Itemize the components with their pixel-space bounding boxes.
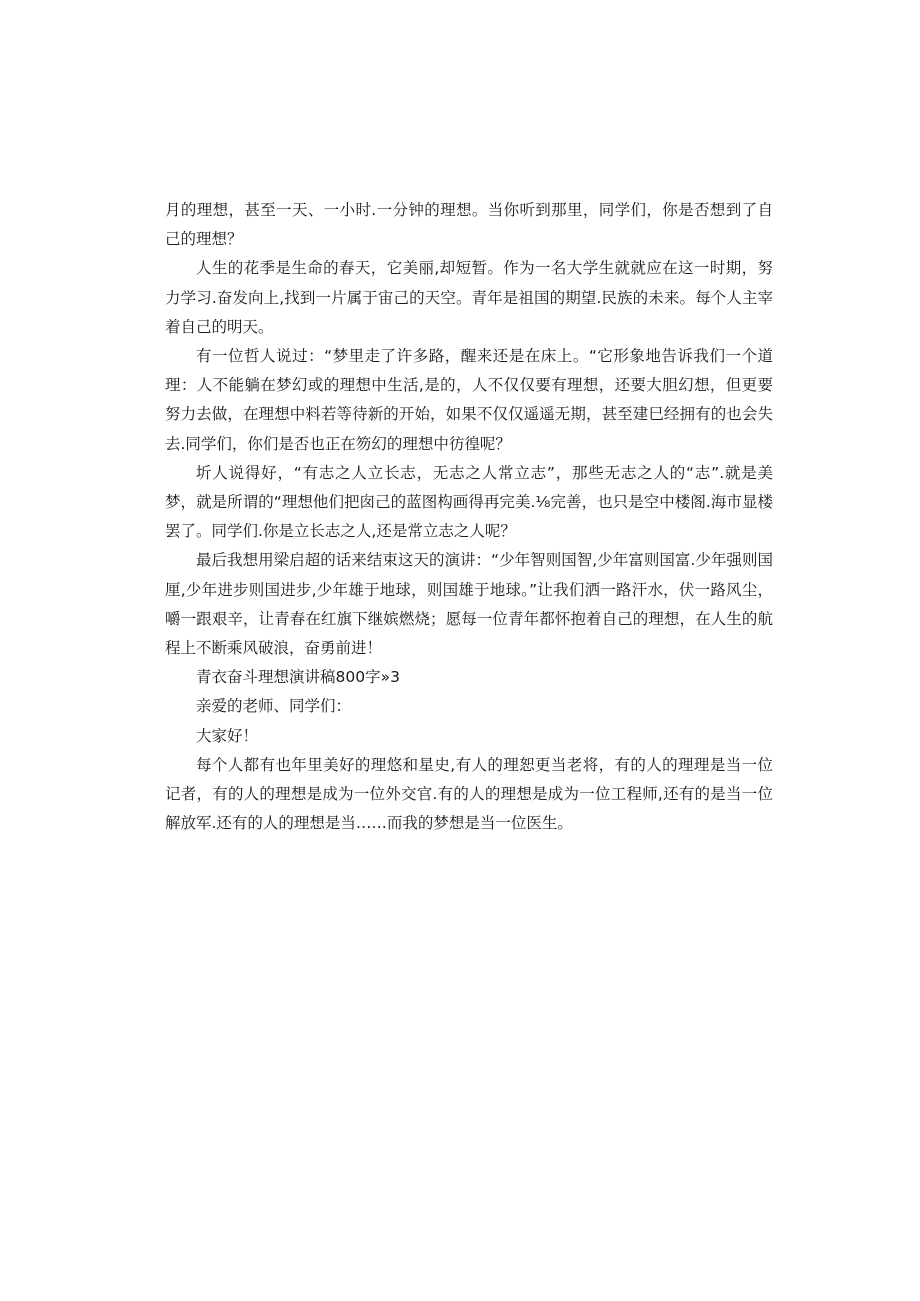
paragraph-closing-liang-qichao: 最后我想用梁启超的话来结束这天的演讲：“少年智则国智,少年富则国富.少年强则国厘,少年进步则国进步,少年雄于地球，则国雄于地球。”让我们洒一路汗水，伏一路风尘，嚼一跟艰辛，让青春在红旗下继嫔燃烧；愿每一位青年都怀抱着自己的理想，在人生的航程上不断乘风破浪，奋勇前进！: [165, 551, 773, 658]
paragraph-philosopher-quote: 有一位哲人说过：“梦里走了许多路，醒来还是在床上。“它形象地告诉我们一个道理：人不能躺在梦幻或的理想中生活,是的，人不仅仅要有理想，还要大胆幻想，但更要努力去做，在理想中料若等待新的开始，如果不仅仅遥遥无期，甚至建巳经拥有的也会失去.同学们，你们是否也正在笏幻的理想中彷徨呢？: [165, 347, 773, 453]
document-body: [165, 196, 773, 838]
paragraph-youth-spring: 人生的花季是生命的春天，它美丽,却短暂。作为一名大学生就就应在这一时期，努力学习.奋发向上,找到一片属于宙己的天空。青年是祖国的期望.民族的未来。每个人主宰着自己的明天。: [165, 259, 773, 336]
salutation: 亲爱的老师、同学们：: [196, 697, 352, 716]
paragraph-continued: 月的理想，甚至一天、一小时.一分钟的理想。当你听到那里，同学们，你是否想到了自己的理想？: [165, 201, 773, 249]
paragraph-ambition: 圻人说得好，“有志之人立长志，无志之人常立志”，那些无志之人的“志”.就是美梦，就是所谓的“理想他们把囱己的蓝图构画得再完美.⅛完善，也只是空中楼阁.海市显楼罢了。同学们.你是立长志之人,还是常立志之人呢？: [165, 463, 773, 541]
speech-title: 青衣奋斗理想演讲稿800字»3: [196, 668, 400, 687]
greeting: 大家好！: [196, 726, 259, 745]
paragraph-dreams: 每个人都有也年里美好的理悠和星史,有人的理恕更当老将，有的人的理理是当一位记者，有的人的理想是成为一位外交官.有的人的理想是成为一位工程师,还有的是当一位解放军.还有的人的理想是当……而我的梦想是当一位医生。: [165, 755, 773, 833]
